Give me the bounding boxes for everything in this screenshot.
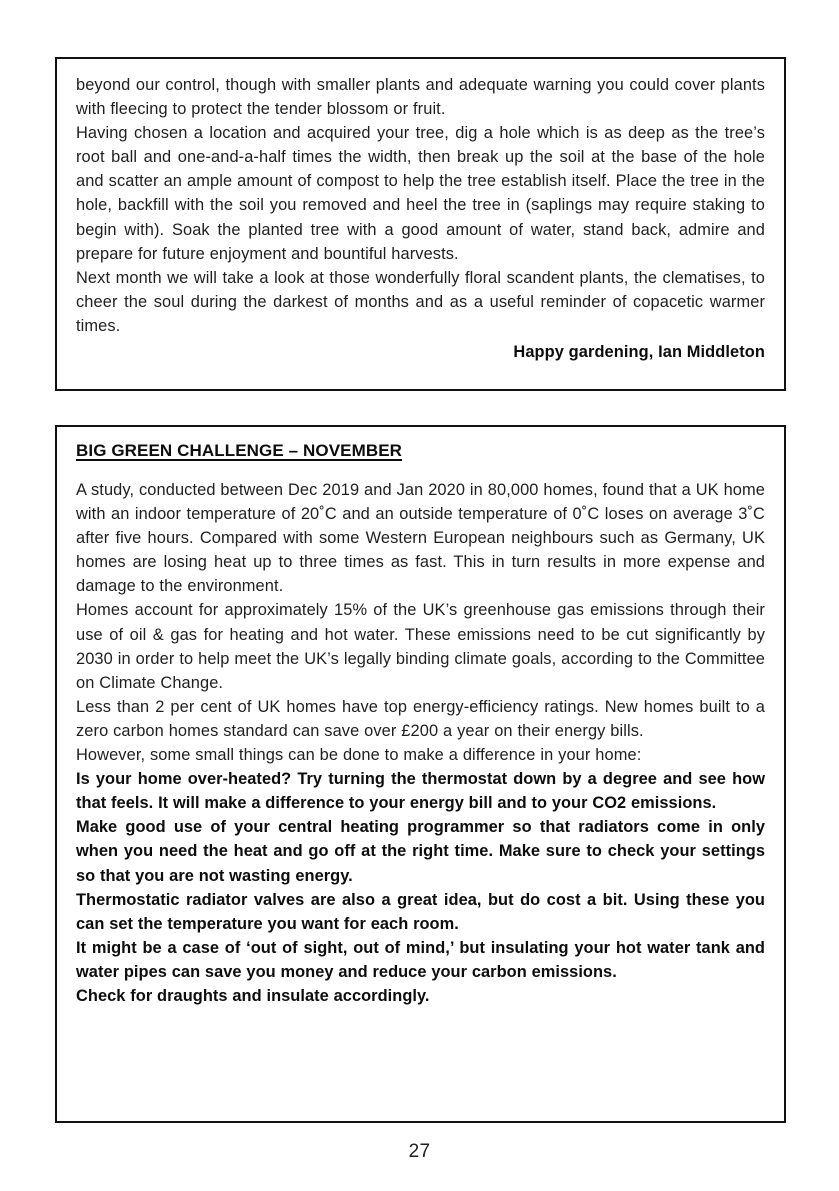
gardening-paragraph-2: Having chosen a location and acquired your tree, dig a hole which is as deep as the tree’s root ball and one-and-a-half times the width, then break up the soil at the base of the hole and scatter an ample amount of compost to help the tree establish itself. Place the tree in the hole, backfill with the soil you removed and heel the tree in (saplings may require staking to begin with). Soak the planted tree with a good amount of water, stand back, admire and prepare for future enjoyment and bountiful harvests. (76, 124, 765, 263)
gardening-paragraph-3: Next month we will take a look at those wonderfully floral scandent plants, the clematises, to cheer the soul during the darkest of months and as a useful reminder of copacetic warmer times. (76, 268, 765, 335)
big-green-challenge-box (55, 425, 786, 1123)
green-tip-3: Thermostatic radiator valves are also a great idea, but do cost a bit. Using these you can set the temperature you want for each room. (76, 890, 765, 933)
green-tip-2: Make good use of your central heating programmer so that radiators come in only when you need the heat and go off at the right time. Make sure to check your settings so that you are not wasting energy. (76, 818, 765, 885)
green-tip-4: It might be a case of ‘out of sight, out of mind,’ but insulating your hot water tank and water pipes can save you money and reduce your carbon emissions. (76, 938, 765, 981)
green-paragraph-2: Homes account for approximately 15% of the UK’s greenhouse gas emissions through their use of oil & gas for heating and hot water. These emissions need to be cut significantly by 2030 in order to help meet the UK’s legally binding climate goals, according to the Committee on Climate Change. (76, 601, 765, 692)
green-paragraph-1: A study, conducted between Dec 2019 and Jan 2020 in 80,000 homes, found that a UK home with an indoor temperature of 20˚C and an outside temperature of 0˚C loses on average 3˚C after five hours. Compared with some Western European neighbours such as Germany, UK homes are losing heat up to three times as fast. This in turn results in more expense and damage to the environment. (76, 481, 765, 596)
big-green-challenge-heading (76, 440, 765, 462)
heading-underlined-text: BIG GREEN CHALLENGE – NOVEMBER (76, 441, 403, 460)
page-number: 27 (408, 1141, 431, 1162)
gardening-paragraph-1: beyond our control, though with smaller plants and adequate warning you could cover plants with fleecing to protect the tender blossom or fruit. (76, 76, 765, 119)
green-tip-5: Check for draughts and insulate accordingly. (76, 986, 430, 1005)
green-lead-in-line: However, some small things can be done to make a difference in your home: (76, 746, 642, 765)
green-tip-1: Is your home over-heated? Try turning the thermostat down by a degree and see how that feels. It will make a difference to your energy bill and to your CO2 emissions. (76, 770, 765, 813)
gardening-article-box (55, 57, 786, 391)
green-paragraph-3: Less than 2 per cent of UK homes have top energy-efficiency ratings. New homes built to a zero carbon homes standard can save over £200 a year on their energy bills. (76, 697, 765, 740)
gardening-signature: Happy gardening, Ian Middleton (513, 343, 765, 362)
